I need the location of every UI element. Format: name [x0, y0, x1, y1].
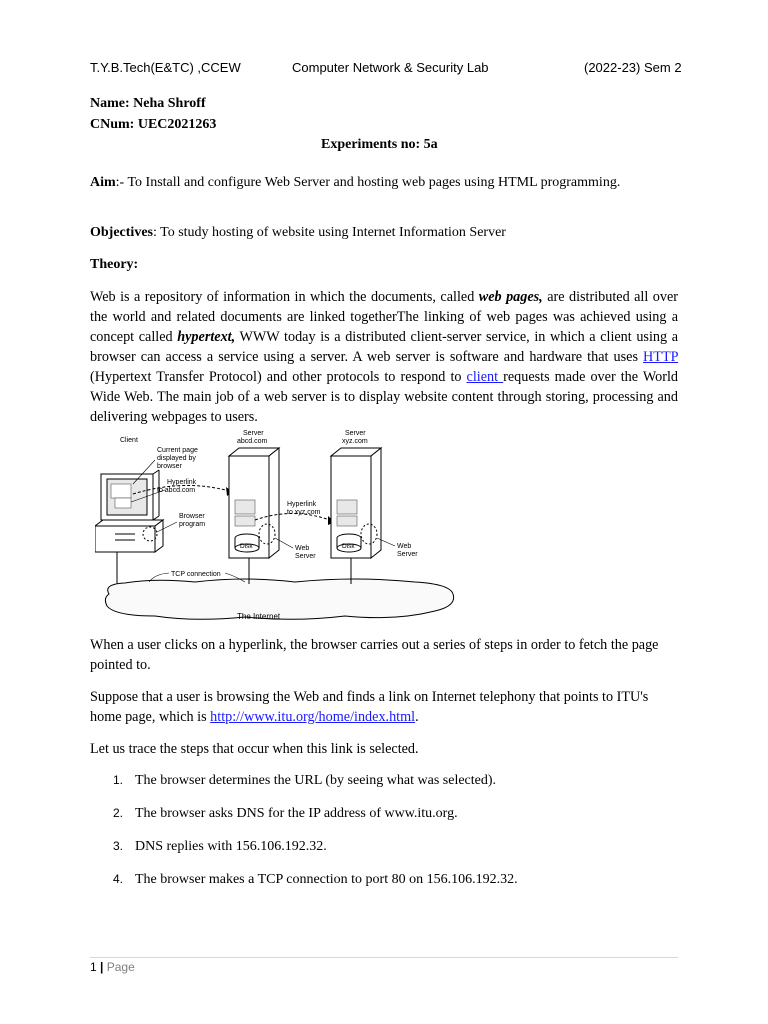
step-number: 2. — [113, 806, 124, 820]
footer-separator: | — [100, 960, 104, 974]
web-server-label-1b: Server — [295, 553, 316, 560]
client-computer — [95, 470, 163, 552]
page-label: Page — [106, 960, 135, 974]
list-item — [113, 806, 458, 822]
browser-label-1: Browser — [179, 513, 205, 520]
web-server-label-2b: Server — [397, 551, 418, 558]
itu-paragraph — [90, 687, 678, 727]
itu-text: Suppose that a user is browsing the Web and finds a link on Internet telephony that points to ITU's home page, which is — [90, 689, 649, 725]
server-xyz — [331, 448, 381, 558]
student-name: Name: Neha Shroff — [90, 96, 206, 111]
internet-label: The Internet — [237, 612, 281, 621]
step-text: The browser asks DNS for the IP address of www.itu.org. — [135, 806, 458, 821]
tcp-connection-label: TCP connection — [171, 571, 221, 578]
browser-label-2: program — [179, 521, 206, 528]
theory-text-2: are distributed all over the world and related documents are linked togetherThe linking of web pages was achieved using a concept called — [90, 289, 678, 345]
server-xyz-host: xyz.com — [342, 438, 368, 445]
server-abcd-host: abcd.com — [237, 438, 268, 445]
header-right: (2022-23) Sem 2 — [584, 60, 682, 75]
step-number: 3. — [113, 839, 124, 853]
itu-link[interactable]: http://www.itu.org/home/index.html — [210, 709, 416, 725]
itu-end: . — [415, 709, 419, 725]
theory-paragraph — [90, 287, 678, 427]
disk-label-1: Disk — [240, 543, 253, 550]
objectives-line — [90, 225, 506, 241]
theory-text-4: (Hypertext Transfer Protocol) and other protocols to respond to — [90, 369, 467, 385]
hyperlink-abcd-label-1: Hyperlink — [167, 479, 197, 486]
list-item — [113, 839, 327, 855]
server-abcd-label: Server — [243, 430, 264, 437]
step-text: The browser determines the URL (by seeing what was selected). — [135, 773, 497, 788]
header-center: Computer Network & Security Lab — [292, 60, 489, 75]
hyperlink-xyz-label-2: to xyz.com — [287, 509, 321, 516]
server-xyz-label: Server — [345, 430, 366, 437]
step-number: 4. — [113, 872, 124, 886]
trace-paragraph: Let us trace the steps that occur when this link is selected. — [90, 741, 419, 757]
theory-text-3: WWW today is a distributed client-server service, in which a client using a browser can access a service using a server. A web server is software and hardware that uses — [90, 329, 678, 365]
theory-text-5: requests made over the World Wide Web. The main job of a web server is to display website content through storing, processing and delivering webpages to users. — [90, 369, 678, 425]
experiment-title: Experiments no: 5a — [321, 137, 438, 152]
current-page-label-3: browser — [157, 463, 182, 470]
theory-emph-hypertext: hypertext, — [177, 329, 236, 345]
header-left: T.Y.B.Tech(E&TC) ,CCEW — [90, 60, 241, 75]
page-footer — [90, 960, 135, 974]
list-item — [113, 773, 496, 789]
theory-label: Theory: — [90, 257, 139, 272]
step-text: DNS replies with 156.106.192.32. — [135, 839, 327, 854]
theory-text-1: Web is a repository of information in which the documents, called — [90, 289, 479, 305]
hyperlink-abcd-label-2: to abcd.com — [157, 487, 196, 494]
footer-divider — [90, 957, 678, 958]
list-item — [113, 872, 518, 888]
server-abcd — [229, 448, 279, 558]
step-number: 1. — [113, 773, 124, 787]
web-server-label-2a: Web — [397, 543, 412, 550]
current-page-label-1: Current page — [157, 447, 198, 454]
hyperlink-paragraph: When a user clicks on a hyperlink, the browser carries out a series of steps in order to fetch the page pointed to. — [90, 637, 659, 673]
client-server-diagram — [95, 426, 465, 624]
aim-line — [90, 175, 620, 191]
objectives-label: Objectives — [90, 225, 153, 240]
aim-text: :- To Install and configure Web Server and hosting web pages using HTML programming. — [115, 175, 621, 190]
disk-label-2: Disk — [342, 543, 355, 550]
objectives-text: : To study hosting of website using Internet Information Server — [152, 225, 506, 240]
student-cnum: CNum: UEC2021263 — [90, 117, 217, 132]
client-link[interactable]: client — [466, 369, 504, 385]
hyperlink-xyz-label-1: Hyperlink — [287, 501, 317, 508]
aim-label: Aim — [90, 175, 116, 190]
web-server-label-1a: Web — [295, 545, 310, 552]
step-text: The browser makes a TCP connection to port 80 on 156.106.192.32. — [135, 872, 518, 887]
page-number: 1 — [90, 960, 97, 974]
http-link[interactable]: HTTP — [643, 349, 678, 365]
theory-emph-web-pages: web pages, — [478, 289, 543, 305]
client-label: Client — [120, 437, 138, 444]
current-page-label-2: displayed by — [157, 455, 196, 462]
